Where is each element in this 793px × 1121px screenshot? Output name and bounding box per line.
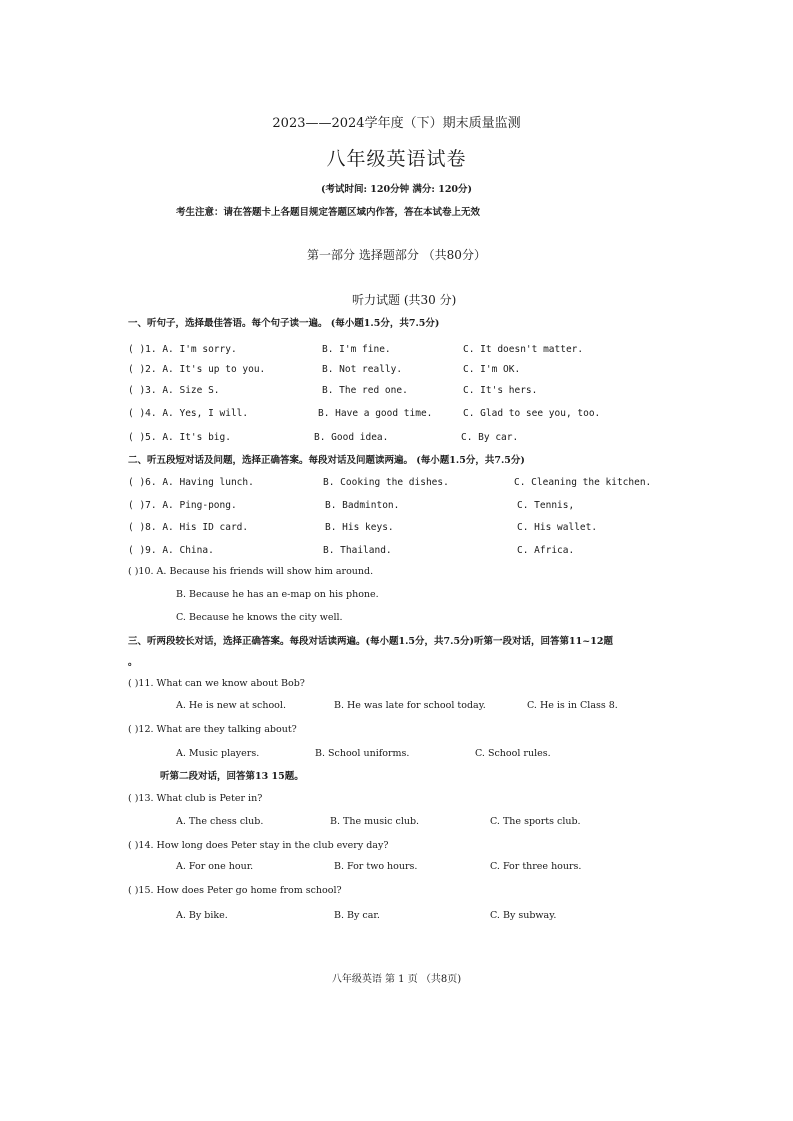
q4-option-b: B. Have a good time.	[318, 408, 433, 419]
q6-option-c: C. Cleaning the kitchen.	[514, 477, 652, 488]
q13-option-a: A. The chess club.	[176, 816, 264, 827]
q13-option-c: C. The sports club.	[490, 816, 581, 827]
listening-title: 听力试题 (共30 分)	[352, 293, 457, 307]
q12-stem: ( )12. What are they talking about?	[128, 724, 297, 735]
part-title: 第一部分 选择题部分 （共80分）	[307, 248, 486, 262]
q12-option-c: C. School rules.	[475, 748, 551, 759]
q8-option-c: C. His wallet.	[517, 522, 598, 533]
q7-option-a: ( )7. A. Ping-pong.	[128, 500, 237, 511]
q7-option-b: B. Badminton.	[325, 500, 400, 511]
section3-instruction: 三、听两段较长对话，选择正确答案。每段对话读两遍。(每小题1.5分，共7.5分)听第一段对话，回答第11~12题	[128, 636, 613, 647]
exam-notice: 考生注意：请在答题卡上各题目规定答题区域内作答，答在本试卷上无效	[176, 207, 481, 218]
q6-option-b: B. Cooking the dishes.	[323, 477, 449, 488]
q2-option-b: B. Not really.	[322, 364, 403, 375]
q3-option-a: ( )3. A. Size S.	[128, 385, 220, 396]
q5-option-c: C. By car.	[461, 432, 519, 443]
q15-option-a: A. By bike.	[176, 910, 228, 921]
q15-option-b: B. By car.	[334, 910, 380, 921]
section3-instruction-continued: 。	[128, 657, 138, 668]
q15-option-c: C. By subway.	[490, 910, 557, 921]
paper-title: 八年级英语试卷	[326, 148, 467, 170]
q15-stem: ( )15. How does Peter go home from school?	[128, 885, 342, 896]
q7-option-c: C. Tennis,	[517, 500, 575, 511]
q10-option-c: C. Because he knows the city well.	[176, 612, 343, 623]
school-year-title: 2023——2024学年度（下）期末质量监测	[272, 116, 521, 131]
q8-option-a: ( )8. A. His ID card.	[128, 522, 249, 533]
section2-instruction: 二、听五段短对话及问题，选择正确答案。每段对话及问题读两遍。 (每小题1.5分，共7.5分)	[128, 455, 525, 466]
q11-option-c: C. He is in Class 8.	[527, 700, 618, 711]
q11-option-a: A. He is new at school.	[176, 700, 286, 711]
q5-option-a: ( )5. A. It's big.	[128, 432, 231, 443]
q1-option-c: C. It doesn't matter.	[463, 344, 584, 355]
q1-option-a: ( )1. A. I'm sorry.	[128, 344, 237, 355]
q3-option-b: B. The red one.	[322, 385, 408, 396]
q14-option-b: B. For two hours.	[334, 861, 418, 872]
q12-option-b: B. School uniforms.	[315, 748, 410, 759]
q14-option-c: C. For three hours.	[490, 861, 582, 872]
q9-option-c: C. Africa.	[517, 545, 575, 556]
q14-option-a: A. For one hour.	[176, 861, 254, 872]
q9-option-a: ( )9. A. China.	[128, 545, 214, 556]
q4-option-c: C. Glad to see you, too.	[463, 408, 601, 419]
q8-option-b: B. His keys.	[325, 522, 394, 533]
section3-sub-instruction: 听第二段对话，回答第13 15题。	[160, 771, 304, 782]
q13-option-b: B. The music club.	[330, 816, 420, 827]
exam-info: (考试时间: 120分钟 满分: 120分)	[320, 184, 473, 195]
q5-option-b: B. Good idea.	[314, 432, 389, 443]
q13-stem: ( )13. What club is Peter in?	[128, 793, 263, 804]
q1-option-b: B. I'm fine.	[322, 344, 391, 355]
q9-option-b: B. Thailand.	[323, 545, 392, 556]
q4-option-a: ( )4. A. Yes, I will.	[128, 408, 249, 419]
q14-stem: ( )14. How long does Peter stay in the club every day?	[128, 840, 389, 851]
q6-option-a: ( )6. A. Having lunch.	[128, 477, 254, 488]
q11-stem: ( )11. What can we know about Bob?	[128, 678, 305, 689]
q3-option-c: C. It's hers.	[463, 385, 538, 396]
q10-option-a: ( )10. A. Because his friends will show him around.	[128, 566, 374, 577]
q12-option-a: A. Music players.	[176, 748, 260, 759]
q2-option-a: ( )2. A. It's up to you.	[128, 364, 266, 375]
page-footer: 八年级英语 第 1 页 （共8页)	[331, 974, 462, 985]
q11-option-b: B. He was late for school today.	[334, 700, 486, 711]
q10-option-b: B. Because he has an e-map on his phone.	[176, 589, 379, 600]
section1-instruction: 一、听句子，选择最佳答语。每个句子读一遍。 (每小题1.5分，共7.5分)	[128, 318, 440, 329]
q2-option-c: C. I'm OK.	[463, 364, 521, 375]
